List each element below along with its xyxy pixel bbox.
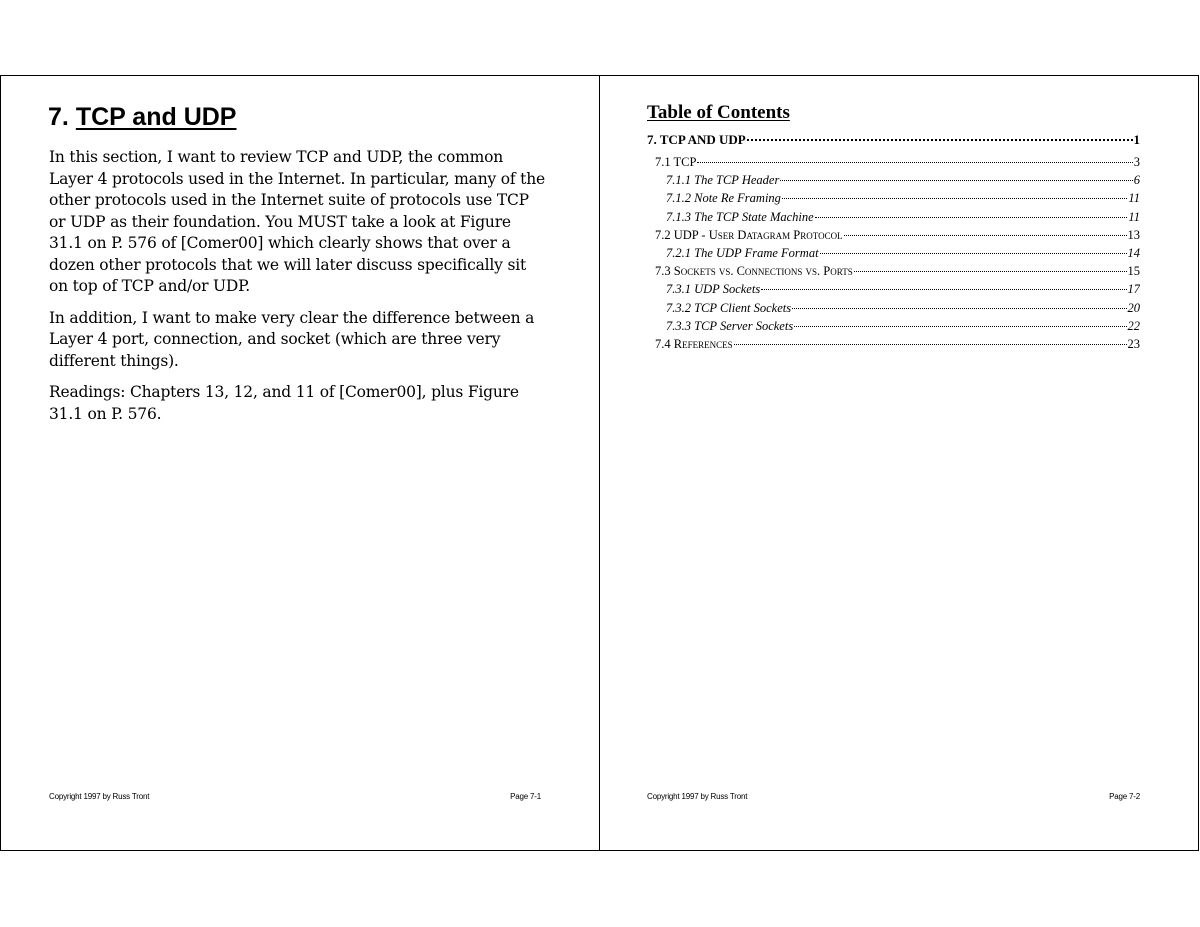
copyright-footer: Copyright 1997 by Russ Tront <box>647 792 748 801</box>
page-spread <box>0 75 1199 851</box>
toc-entry[interactable]: 7.1.1 The TCP Header 6 <box>666 173 1140 188</box>
toc-entry[interactable]: 7.1.2 Note Re Framing 11 <box>666 191 1140 206</box>
section-number: 7. <box>48 103 69 131</box>
difference-paragraph: In addition, I want to make very clear the difference between a Layer 4 port, connection, and socket (which are three very different things). <box>49 308 535 370</box>
section-title <box>48 102 236 132</box>
table-of-contents <box>647 130 1140 353</box>
right-page <box>600 76 1200 850</box>
page-number-footer: Page 7-2 <box>1109 792 1140 801</box>
toc-entry[interactable]: 7. TCP AND UDP 1 <box>647 132 1140 147</box>
toc-entry[interactable]: 7.4 References 23 <box>655 337 1140 352</box>
toc-heading: Table of Contents <box>647 102 790 123</box>
toc-entry[interactable]: 7.1 TCP 3 <box>655 155 1140 169</box>
intro-paragraph: In this section, I want to review TCP and UDP, the common Layer 4 protocols used in the Internet. In particular, many of the other protocols used in the Internet suite of protocols use TCP or UDP as their foundation. You MUST take a look at Figure 31.1 on P. 576 of [Comer00] which clearly shows that over a dozen other protocols that we will later discuss specifically sit on top of TCP and/or UDP. <box>49 148 545 295</box>
section-title-text: TCP and UDP <box>75 103 237 131</box>
toc-entry[interactable]: 7.1.3 The TCP State Machine 11 <box>666 209 1140 224</box>
copyright-footer: Copyright 1997 by Russ Tront <box>49 792 150 801</box>
toc-entry[interactable]: 7.3.3 TCP Server Sockets 22 <box>666 318 1140 333</box>
section-body <box>49 147 549 435</box>
left-page <box>1 76 600 850</box>
readings-paragraph: Readings: Chapters 13, 12, and 11 of [Comer00], plus Figure 31.1 on P. 576. <box>49 383 519 423</box>
toc-entry[interactable]: 7.3.1 UDP Sockets 17 <box>666 282 1140 297</box>
toc-entry[interactable]: 7.3.2 TCP Client Sockets 20 <box>666 300 1140 315</box>
toc-entry[interactable]: 7.2.1 The UDP Frame Format 14 <box>666 246 1140 261</box>
toc-entry[interactable]: 7.2 UDP - User Datagram Protocol 13 <box>655 227 1140 242</box>
toc-entry[interactable]: 7.3 Sockets vs. Connections vs. Ports 15 <box>655 264 1140 279</box>
page-number-footer: Page 7-1 <box>510 792 541 801</box>
